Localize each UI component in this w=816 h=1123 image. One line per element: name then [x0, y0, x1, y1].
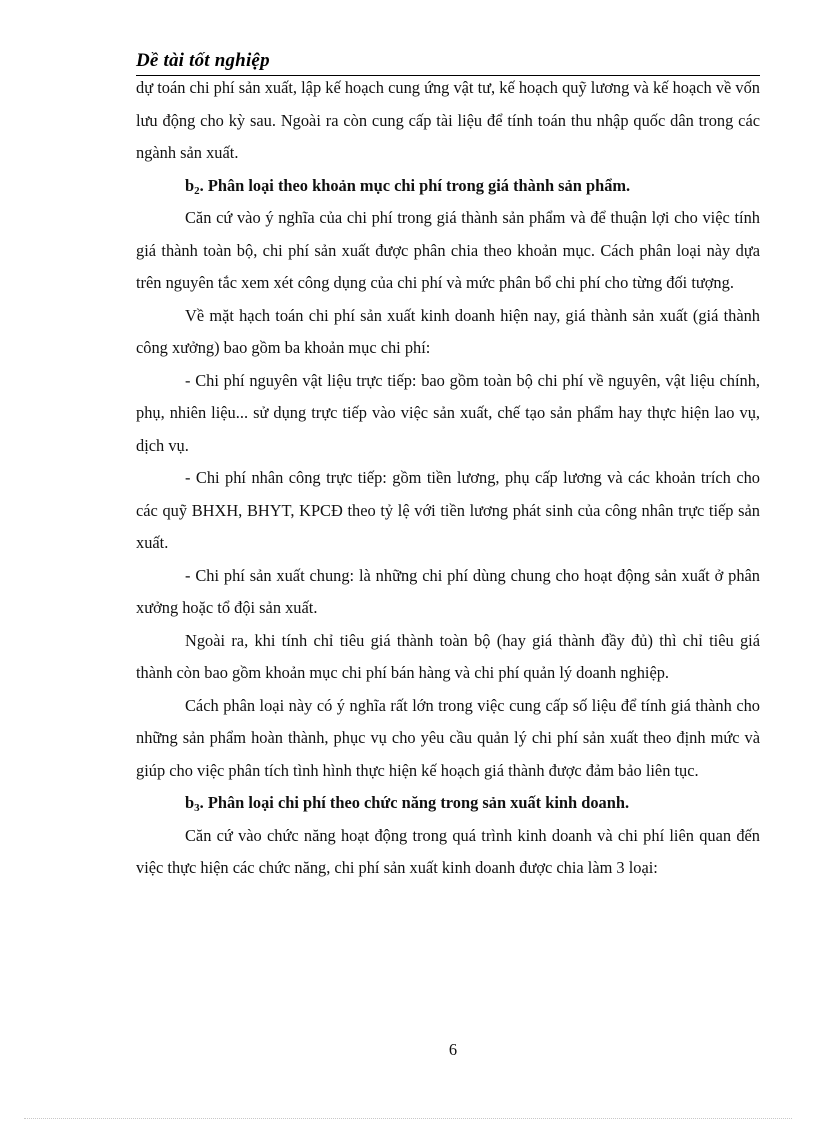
- paragraph: Căn cứ vào ý nghĩa của chi phí trong giá thành sản phẩm và để thuận lợi cho việc tính giá thành toàn bộ, chi phí sản xuất được phân chia theo khoản mục. Cách phân loại này dựa trên nguyên tắc xem xét công dụng của chi phí và mức phân bổ chi phí cho từng đối tượng.: [136, 208, 760, 292]
- paragraph: Cách phân loại này có ý nghĩa rất lớn trong việc cung cấp số liệu để tính giá thành cho những sản phẩm hoàn thành, phục vụ cho yêu cầu quản lý chi phí sản xuất theo định mức và giúp cho việc phân tích tình hình thực hiện kế hoạch giá thành được đảm bảo liên tục.: [136, 695, 760, 780]
- paragraph: Ngoài ra, khi tính chỉ tiêu giá thành toàn bộ (hay giá thành đầy đủ) thì chỉ tiêu giá thành còn bao gồm khoản mục chi phí bán hàng và chi phí quản lý doanh nghiệp.: [136, 630, 760, 682]
- heading-prefix: b: [185, 793, 195, 812]
- heading-subscript: 2: [194, 184, 200, 197]
- page-number: 6: [448, 1040, 458, 1059]
- heading-prefix: b: [185, 175, 195, 195]
- list-item-overhead: - Chi phí sản xuất chung: là những chi phí dùng chung cho hoạt động sản xuất ở phân xưởng hoặc tổ đội sản xuất.: [136, 565, 760, 617]
- heading-text: . Phân loại theo khoản mục chi phí trong giá thành sản phẩm.: [199, 175, 631, 195]
- document-body: [136, 72, 760, 885]
- footer-divider: [24, 1118, 792, 1119]
- paragraph: Về mặt hạch toán chi phí sản xuất kinh doanh hiện nay, giá thành sản xuất (giá thành công xưởng) bao gồm ba khoản mục chi phí:: [136, 305, 760, 357]
- list-item-direct-materials: - Chi phí nguyên vật liệu trực tiếp: bao gồm toàn bộ chi phí về nguyên, vật liệu chính, phụ, nhiên liệu... sử dụng trực tiếp vào việc sản xuất, chế tạo sản phẩm hay thực hiện lao vụ, dịch vụ.: [136, 370, 760, 455]
- section-heading-b2: [136, 170, 760, 203]
- heading-subscript: 3: [194, 802, 200, 814]
- document-title: Dề tài tốt nghiệp: [136, 50, 270, 71]
- paragraph: Căn cứ vào chức năng hoạt động trong quá trình kinh doanh và chi phí liên quan đến việc thực hiện các chức năng, chi phí sản xuất kinh doanh được chia làm 3 loại:: [136, 825, 760, 877]
- list-item-direct-labor: - Chi phí nhân công trực tiếp: gồm tiền lương, phụ cấp lương và các khoản trích cho các quỹ BHXH, BHYT, KPCĐ theo tỷ lệ với tiền lương phát sinh của công nhân trực tiếp sản xuất.: [136, 468, 760, 552]
- heading-text: . Phân loại chi phí theo chức năng trong sản xuất kinh doanh.: [199, 793, 630, 812]
- paragraph-continued: dự toán chi phí sản xuất, lập kế hoạch cung ứng vật tư, kế hoạch quỹ lương và kế hoạch về vốn lưu động cho kỳ sau. Ngoài ra còn cung cấp tài liệu để tính toán thu nhập quốc dân trong các ngành sản xuất.: [136, 78, 760, 162]
- section-heading-b3: [136, 787, 760, 820]
